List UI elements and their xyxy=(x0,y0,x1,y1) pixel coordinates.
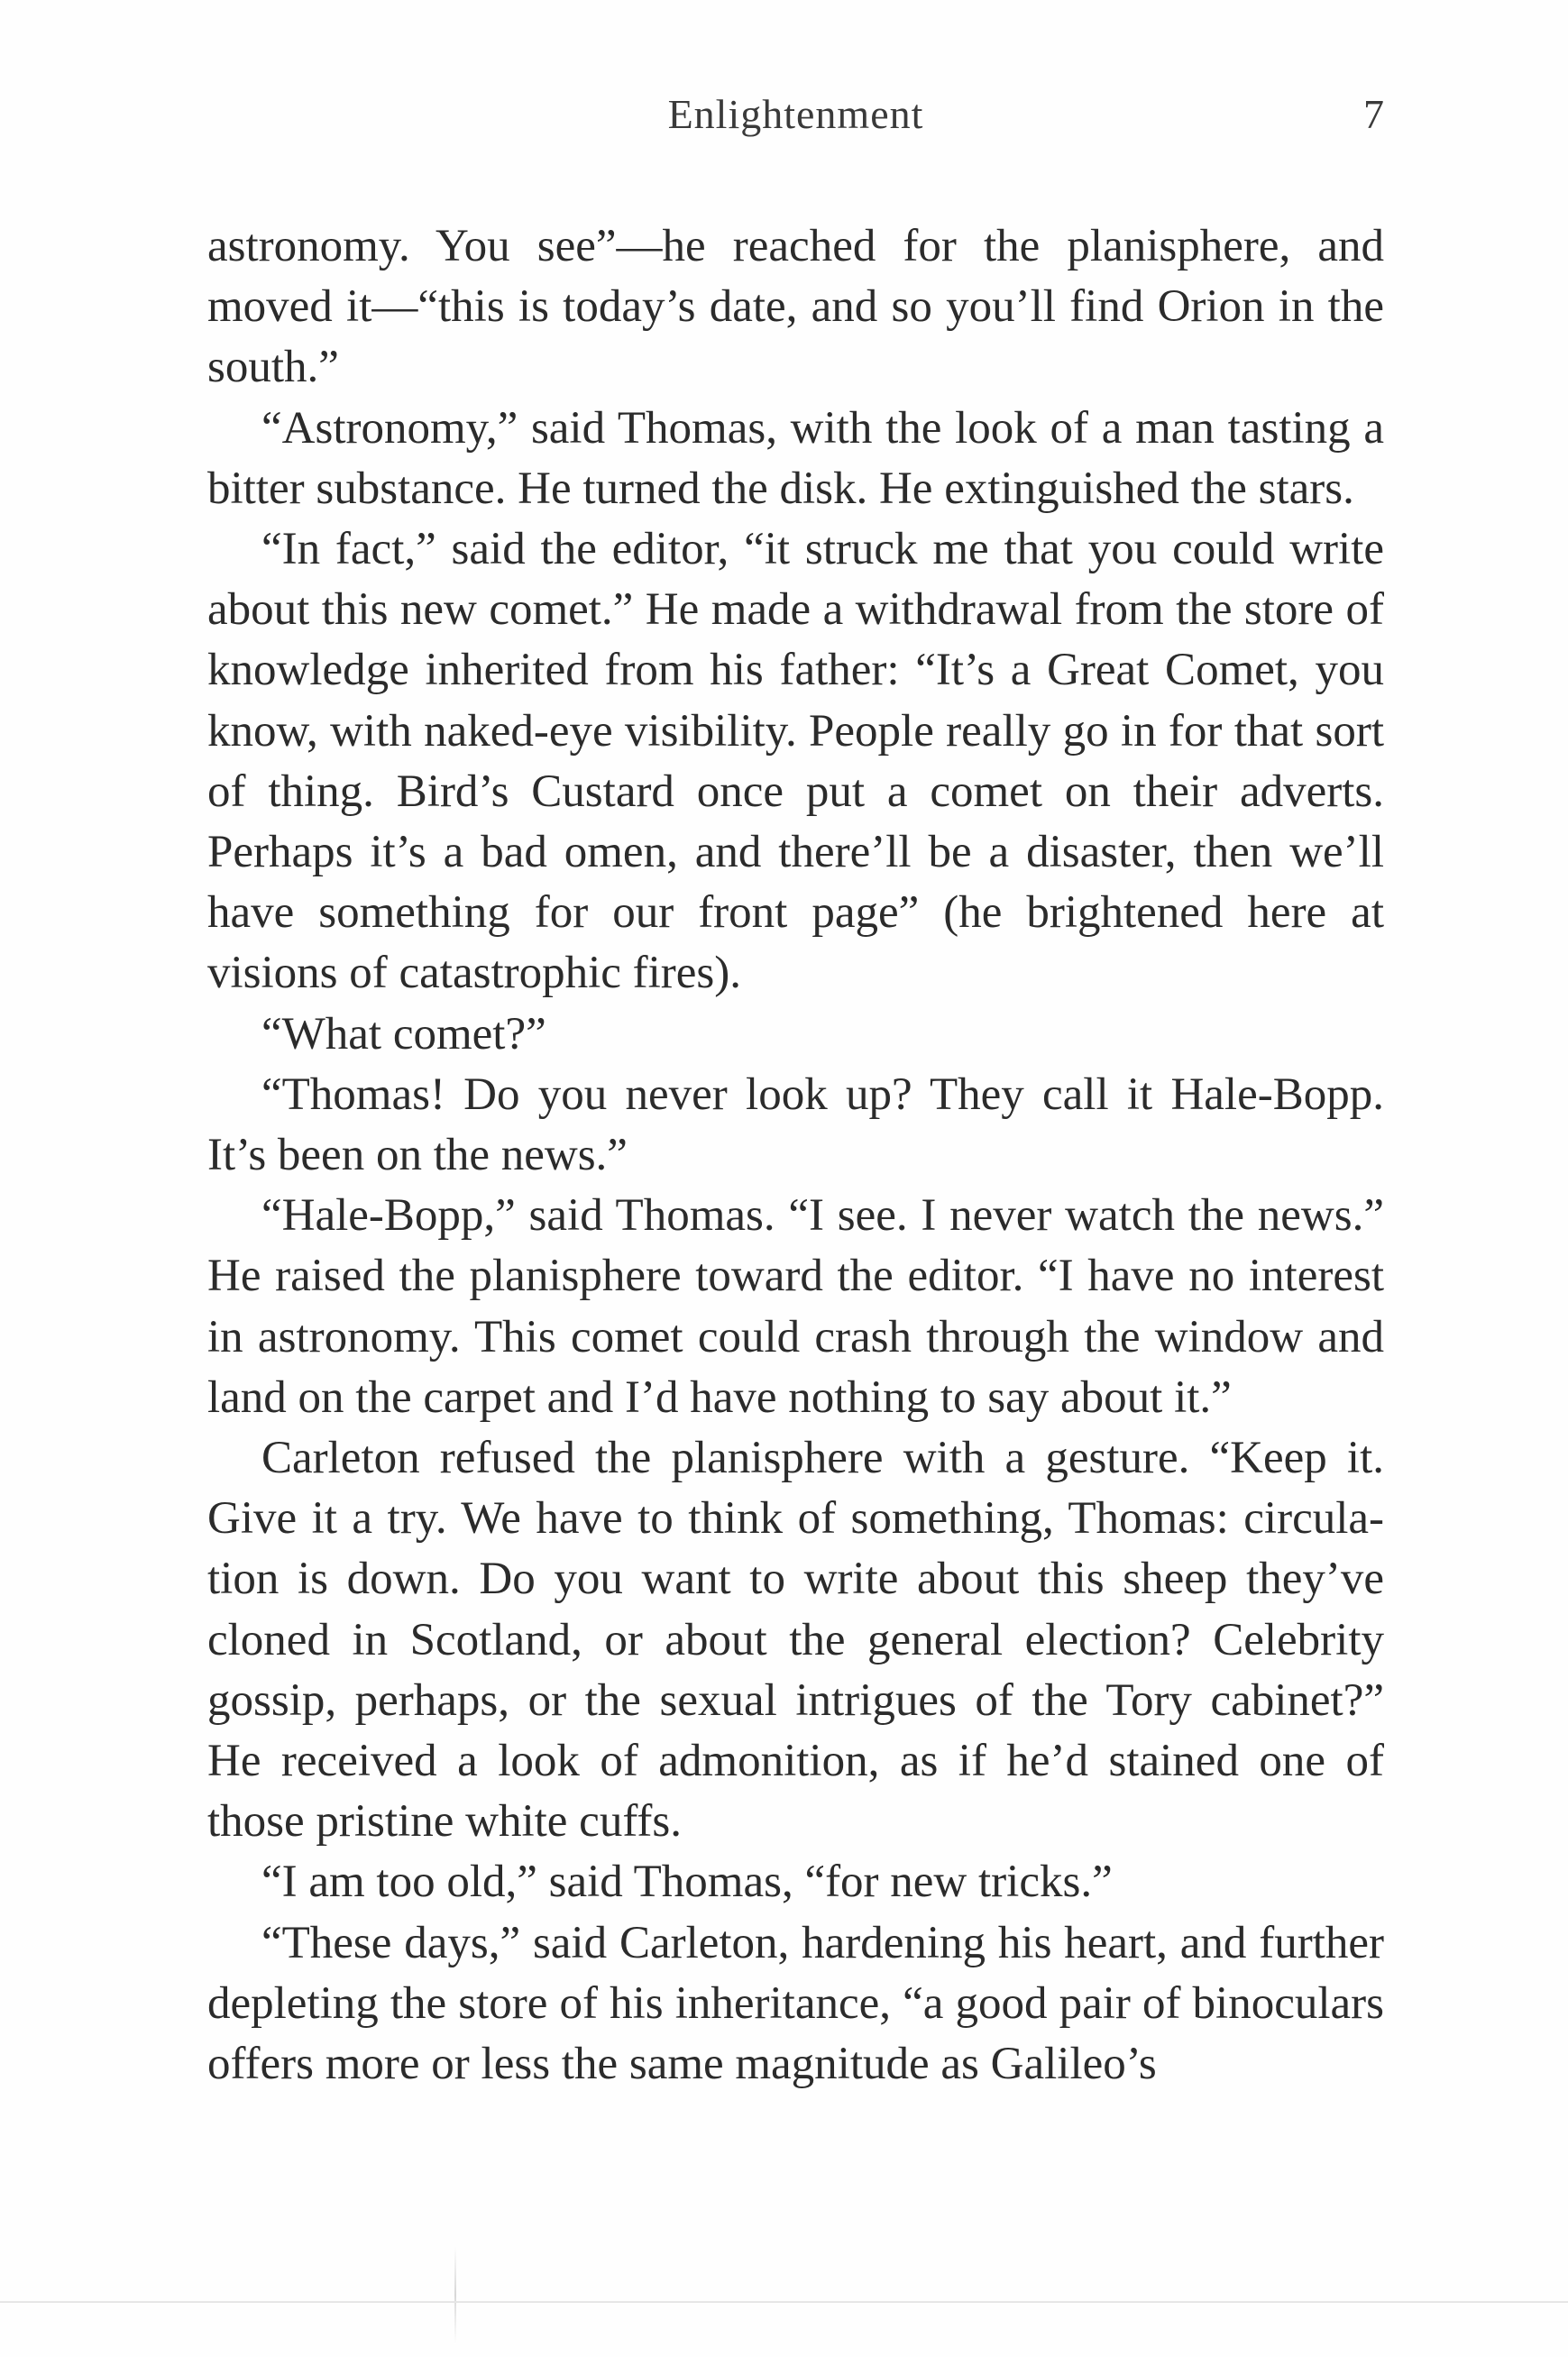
paragraph: “In fact,” said the editor, “it struck me that you could write about this new comet.” He made a withdrawal from the store of knowledge inherited from his father: “It’s a Great Comet, you know, with naked-eye visibility. People really go in for that sort of thing. Bird’s Custard once put a comet on their adverts. Perhaps it’s a bad omen, and there’ll be a disaster, then we’ll have something for our front page” (he brightened here at visions of catastrophic fires). xyxy=(207,524,1384,999)
paragraph: “I am too old,” said Thomas, “for new tricks.” xyxy=(261,1857,1113,1908)
paragraph: “These days,” said Carleton, hardening his heart, and further depleting the store of his inheritance, “a good pair of binoculars offers more or less the same magnitude as Galileo’s xyxy=(207,1917,1384,2090)
running-head xyxy=(207,90,1384,153)
paragraph: “Hale-Bopp,” said Thomas. “I see. I never watch the news.” He raised the planisphere toward the editor. “I have no interest in astronomy. This comet could crash through the window and land on the carpet and I’d have nothing to say about it.” xyxy=(207,1190,1384,1423)
paragraph: astronomy. You see”—he reached for the planisphere, and moved it—“this is today’s date, and so you’ll find Orion in the south.” xyxy=(207,221,1384,393)
running-title: Enlightenment xyxy=(667,91,924,137)
paragraph: “What comet?” xyxy=(261,1008,546,1059)
body-text xyxy=(207,216,1384,2095)
page-number: 7 xyxy=(1363,91,1384,137)
paragraph: “Astronomy,” said Thomas, with the look of a man tasting a bitter substance. He turned the disk. He extinguished the stars. xyxy=(207,402,1384,514)
paragraph: “Thomas! Do you never look up? They call it Hale-Bopp. It’s been on the news.” xyxy=(207,1068,1384,1181)
scan-edge-line xyxy=(0,2301,1568,2303)
scan-gutter-mark xyxy=(454,2245,456,2344)
paragraph: Carleton refused the planisphere with a gesture. “Keep it. Give it a try. We have to think of something, Thomas: circulation is down. Do you want to write about this sheep they’ve cloned in Scotland, or about the general election? Celebrity gossip, perhaps, or the sexual intrigues of the Tory cabinet?” He received a look of admonition, as if he’d stained one of those pristine white cuffs. xyxy=(207,1433,1384,1848)
